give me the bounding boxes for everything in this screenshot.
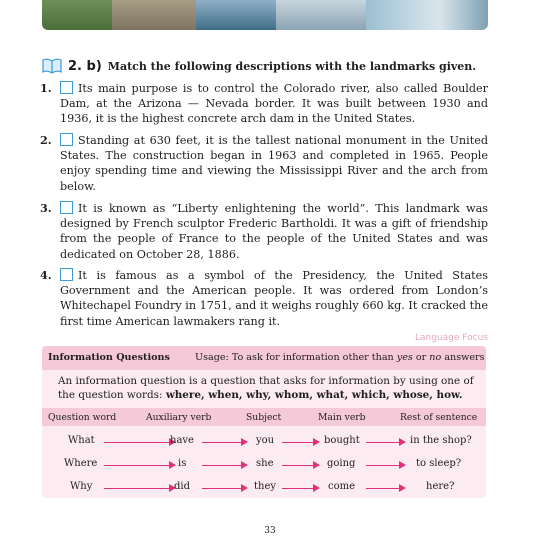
information-questions-panel	[42, 346, 486, 498]
right-arrow-icon	[282, 484, 320, 492]
right-arrow-icon	[104, 438, 176, 446]
landmark-photo	[276, 0, 366, 30]
item-text: It is known as “Liberty enlightening the world”. This landmark was designed by French sculptor Frederic Bartholdi. It was a gift of friendship from the people of France to the people of the United States and was dedicated on October 28, 1886.	[60, 202, 488, 261]
table-cell: come	[328, 481, 356, 492]
panel-header	[42, 346, 486, 370]
right-arrow-icon	[282, 438, 320, 446]
landmark-photo	[112, 0, 196, 30]
right-arrow-icon	[366, 461, 406, 469]
landmark-photo	[196, 0, 276, 30]
answer-checkbox[interactable]	[60, 133, 73, 146]
answer-checkbox[interactable]	[60, 201, 73, 214]
right-arrow-icon	[104, 484, 176, 492]
landmarks-photo-strip	[42, 0, 488, 30]
column-header: Rest of sentence	[400, 412, 478, 423]
table-cell: did	[174, 481, 191, 492]
usage-note: Usage: To ask for information other than yes or no answers	[195, 352, 485, 363]
table-cell: they	[254, 481, 277, 492]
table-cell: going	[327, 458, 356, 469]
item-number: 2.	[40, 133, 52, 147]
language-focus-label: Language Focus	[415, 333, 488, 343]
right-arrow-icon	[366, 438, 406, 446]
table-cell: is	[178, 458, 187, 469]
page-number: 33	[264, 526, 276, 536]
landmark-photo	[366, 0, 488, 30]
item-text: Its main purpose is to control the Colorado river, also called Boulder Dam, at the Arizona — Nevada border. It was built between 1930 and 1936, it is the highest concrete arch dam in the United States.	[60, 82, 488, 126]
column-header: Main verb	[318, 412, 366, 423]
list-item	[40, 81, 488, 127]
table-cell: to sleep?	[416, 458, 462, 469]
table-cell: bought	[324, 435, 360, 446]
open-book-icon	[42, 58, 62, 74]
list-item	[40, 133, 488, 194]
item-text: It is famous as a symbol of the Presidency, the United States Government and the American people. It was ordered from London’s Whitechapel Foundry in 1751, and it weighs roughly 660 kg. It cracked the first time American lawmakers rang it.	[60, 269, 488, 328]
table-cell: you	[256, 435, 275, 446]
table-cell: What	[68, 435, 95, 446]
right-arrow-icon	[366, 484, 406, 492]
table-cell: here?	[426, 481, 455, 492]
exercise-instruction: Match the following descriptions with the landmarks given.	[107, 59, 477, 73]
table-cell: have	[170, 435, 194, 446]
table-cell: Where	[64, 458, 98, 469]
table-cell: Why	[70, 481, 93, 492]
table-cell: in the shop?	[410, 435, 472, 446]
landmark-photo	[42, 0, 112, 30]
exercise-heading	[42, 58, 476, 74]
answer-checkbox[interactable]	[60, 268, 73, 281]
table-header	[42, 408, 486, 426]
item-number: 3.	[40, 201, 52, 215]
answer-checkbox[interactable]	[60, 81, 73, 94]
column-header: Subject	[246, 412, 282, 423]
list-item	[40, 201, 488, 262]
right-arrow-icon	[104, 461, 176, 469]
item-text: Standing at 630 feet, it is the tallest national monument in the United States. The construction began in 1963 and completed in 1965. People enjoy spending time and viewing the Mississippi River and the arch from below.	[60, 134, 488, 193]
column-header: Question word	[48, 412, 117, 423]
list-item	[40, 268, 488, 329]
right-arrow-icon	[282, 461, 320, 469]
exercise-number: 2. b)	[68, 58, 102, 74]
right-arrow-icon	[202, 461, 248, 469]
right-arrow-icon	[202, 484, 248, 492]
item-number: 4.	[40, 268, 52, 282]
panel-title: Information Questions	[48, 352, 170, 363]
right-arrow-icon	[202, 438, 248, 446]
item-number: 1.	[40, 81, 52, 95]
column-header: Auxiliary verb	[146, 412, 212, 423]
panel-intro: An information question is a question that asks for information by using one of the question words: where, when, why, whom, what, which, whose, how.	[58, 375, 474, 401]
table-cell: she	[256, 458, 274, 469]
